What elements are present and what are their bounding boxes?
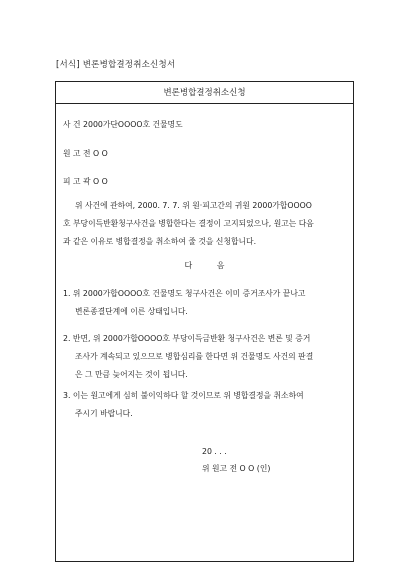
plaintiff-line: 원 고 전 O O: [63, 149, 108, 158]
reason-line: 은 그 만큼 늦어지는 것이 됩니다.: [75, 370, 188, 379]
intro-line: 위 사건에 관하여, 2000. 7. 7. 위 원·피고간의 귀원 2000가합OOOO: [75, 201, 312, 210]
reason-line: 조사가 계속되고 있으므로 병합심리를 한다면 위 건물명도 사건의 판결: [75, 352, 314, 361]
reason-line: 주시기 바랍니다.: [75, 409, 133, 418]
case-line: 사 건 2000가단OOOO호 건물명도: [63, 120, 183, 129]
reason-line: 2. 반면, 위 2000가합OOOO호 부당이득금반환 청구사건은 변론 및 증거: [63, 334, 311, 343]
reason-line: 1. 위 2000가합OOOO호 건물명도 청구사건은 이미 증거조사가 끝나고: [63, 289, 306, 298]
reason-item-1: [63, 285, 347, 321]
document-title: 변론병합결정취소신청: [56, 82, 353, 104]
signature-line: 위 원고 전 O O (인): [202, 464, 271, 473]
reason-line: 3. 이는 원고에게 심히 불이익하다 할 것이므로 위 병합결정을 취소하여: [63, 391, 304, 400]
reason-line: 변론종결단계에 이른 상태입니다.: [75, 307, 188, 316]
reason-item-3: [63, 387, 347, 423]
intro-line: 과 같은 이유로 병합결정을 취소하여 줄 것을 신청합니다.: [63, 237, 257, 246]
section-heading: 다 음: [184, 261, 225, 270]
intro-line: 호 부당이득반환청구사건을 병합한다는 결정이 고지되었으나, 원고는 다음: [63, 219, 314, 228]
reason-item-2: [63, 330, 347, 384]
document-frame: [55, 81, 354, 562]
form-caption: [서식] 변론병합결정취소신청서: [56, 60, 176, 70]
date-line: 20 . . .: [202, 447, 227, 456]
intro-paragraph: [63, 197, 347, 251]
defendant-line: 피 고 곽 O O: [63, 177, 108, 186]
